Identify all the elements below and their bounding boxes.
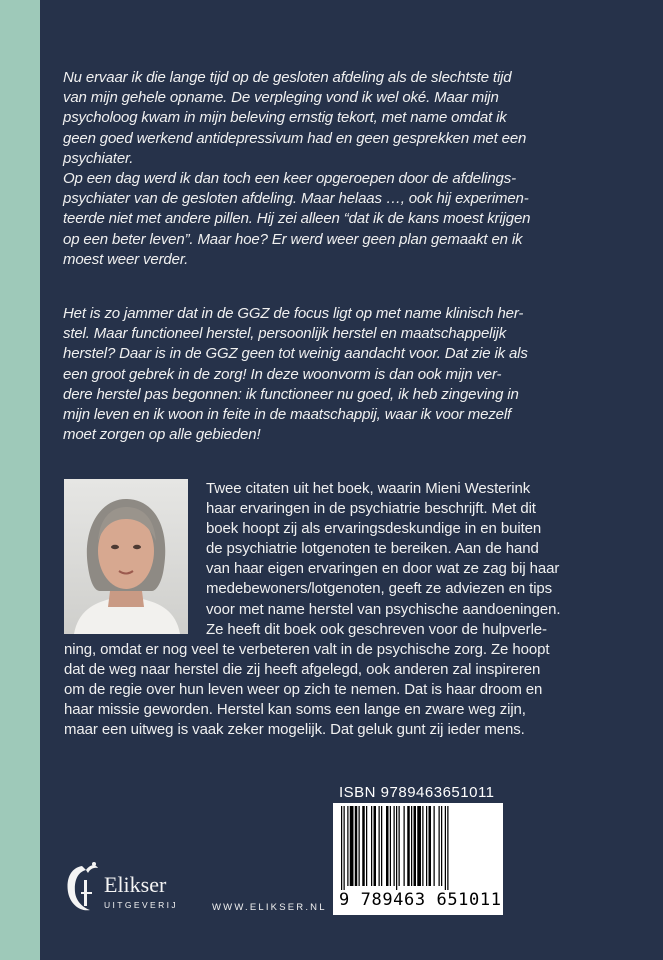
barcode-bar	[366, 806, 367, 886]
barcode-bar	[441, 806, 442, 886]
barcode-bar	[426, 806, 427, 886]
barcode-bar	[381, 806, 382, 886]
author-photo	[64, 479, 188, 634]
barcode-bar	[355, 806, 358, 886]
barcode-bar	[371, 806, 372, 886]
quote-line: psychiater van de gesloten afdeling. Maar helaas …, ook hij experimen-	[63, 190, 529, 208]
quote-line: herstel? Daar is in de GGZ geen tot weinig aandacht voor. Dat zie ik als	[63, 345, 528, 363]
barcode-bar	[347, 806, 348, 886]
barcode-bar	[447, 806, 448, 890]
barcode-bar	[445, 806, 446, 890]
quote-line: op een beter leven”. Maar hoe? Er werd weer geen plan gemaakt en ik	[63, 230, 523, 248]
quote-line: mijn leven en ik woon in feite in de maatschappij, waar ik voor mezelf	[63, 406, 512, 424]
blurb-line: dat de weg naar herstel die zij heeft afgelegd, ook anderen zal inspireren	[64, 660, 541, 678]
quote-line: psychiater.	[63, 149, 134, 167]
blurb-line: om de regie over hun leven weer op zich te nemen. Dat is haar droom en	[64, 680, 543, 698]
quote-line: dere herstel pas begonnen: ik functioneer nu goed, ik heb zingeving in	[63, 385, 519, 403]
barcode-bar	[439, 806, 440, 886]
barcode-bar	[429, 806, 432, 886]
barcode-bars	[339, 806, 497, 890]
barcode	[333, 803, 503, 915]
publisher-website: WWW.ELIKSER.NL	[212, 902, 327, 913]
quote-line: teerde niet met andere pillen. Hij zei alleen “dat ik de kans moest krijgen	[63, 210, 531, 228]
barcode-bar	[341, 806, 342, 890]
isbn-label: ISBN 9789463651011	[339, 784, 495, 801]
blurb-line: boek hoopt zij als ervaringsdeskundige in en buiten	[206, 520, 542, 538]
quote-2	[63, 304, 645, 445]
quote-line: van mijn gehele opname. De verpleging vond ik wel oké. Maar mijn	[63, 89, 499, 107]
quote-line: een groot gebrek in de zorg! In deze woonvorm is dan ook mijn ver-	[63, 365, 502, 383]
barcode-bar	[396, 806, 397, 890]
barcode-bar	[422, 806, 423, 886]
barcode-bar	[390, 806, 391, 886]
quote-line: geen goed werkend antidepressivum had en geen gesprekken met een	[63, 129, 527, 147]
blurb-line: Ze heeft dit boek ook geschreven voor de hulpverle-	[206, 620, 547, 638]
quote-line: moest weer verder.	[63, 250, 189, 268]
publisher-logo	[60, 858, 200, 920]
barcode-bar	[417, 806, 421, 886]
blurb-line: maar een uitweg is vaak zeker mogelijk. Dat geluk gunt zij ieder mens.	[64, 721, 525, 739]
barcode-bar	[411, 806, 412, 886]
author-blurb	[64, 479, 646, 740]
barcode-bar	[374, 806, 377, 886]
barcode-bar	[434, 806, 435, 886]
blurb-line: Twee citaten uit het boek, waarin Mieni Westerink	[206, 480, 531, 497]
quote-line: moet zorgen op alle gebieden!	[63, 426, 261, 444]
barcode-bar	[359, 806, 360, 886]
author-portrait-image	[64, 479, 188, 634]
blurb-line: haar missie geworden. Herstel kan soms een lange en zware weg zijn,	[64, 701, 526, 719]
quote-line: Nu ervaar ik die lange tijd op de gesloten afdeling als de slechtste tijd	[63, 69, 512, 86]
barcode-bar	[399, 806, 400, 886]
barcode-bar	[407, 806, 410, 886]
barcode-bar	[414, 806, 417, 886]
quote-line: stel. Maar functioneel herstel, persoonlijk herstel en maatschappelijk	[63, 325, 507, 343]
barcode-bar	[404, 806, 405, 886]
cover-spine	[0, 0, 40, 960]
quote-line: psycholoog kwam in mijn beleving ernstig tekort, met name omdat ik	[63, 109, 507, 127]
publisher-name: Elikser	[104, 872, 167, 897]
blurb-line: de psychiatrie lotgenoten te bereiken. Aan de hand	[206, 540, 539, 558]
blurb-line: van haar eigen ervaringen en door wat ze zag bij haar	[206, 560, 560, 578]
blurb-line: haar ervaringen in de psychiatrie beschrijft. Met dit	[206, 500, 536, 518]
barcode-bar	[394, 806, 395, 886]
blurb-line: medebewoners/lotgenoten, geeft ze adviezen en tips	[206, 580, 553, 598]
quote-1	[63, 68, 645, 270]
elikser-emblem-icon	[60, 858, 104, 920]
barcode-bar	[344, 806, 345, 890]
barcode-bar	[386, 806, 389, 886]
blurb-line: ning, omdat er nog veel te verbeteren valt in de psychische zorg. Ze hoopt	[64, 640, 550, 658]
quote-line: Het is zo jammer dat in de GGZ de focus ligt op met name klinisch her-	[63, 305, 524, 322]
publisher-subtitle: UITGEVERIJ	[104, 900, 179, 910]
barcode-digits: 9 789463 651011	[339, 890, 502, 910]
blurb-line: voor met name herstel van psychische aandoeningen.	[206, 600, 561, 618]
quote-line: Op een dag werd ik dan toch een keer opgeroepen door de afdelings-	[63, 170, 516, 188]
barcode-bar	[350, 806, 354, 886]
barcode-bar	[379, 806, 380, 886]
barcode-bar	[362, 806, 365, 886]
